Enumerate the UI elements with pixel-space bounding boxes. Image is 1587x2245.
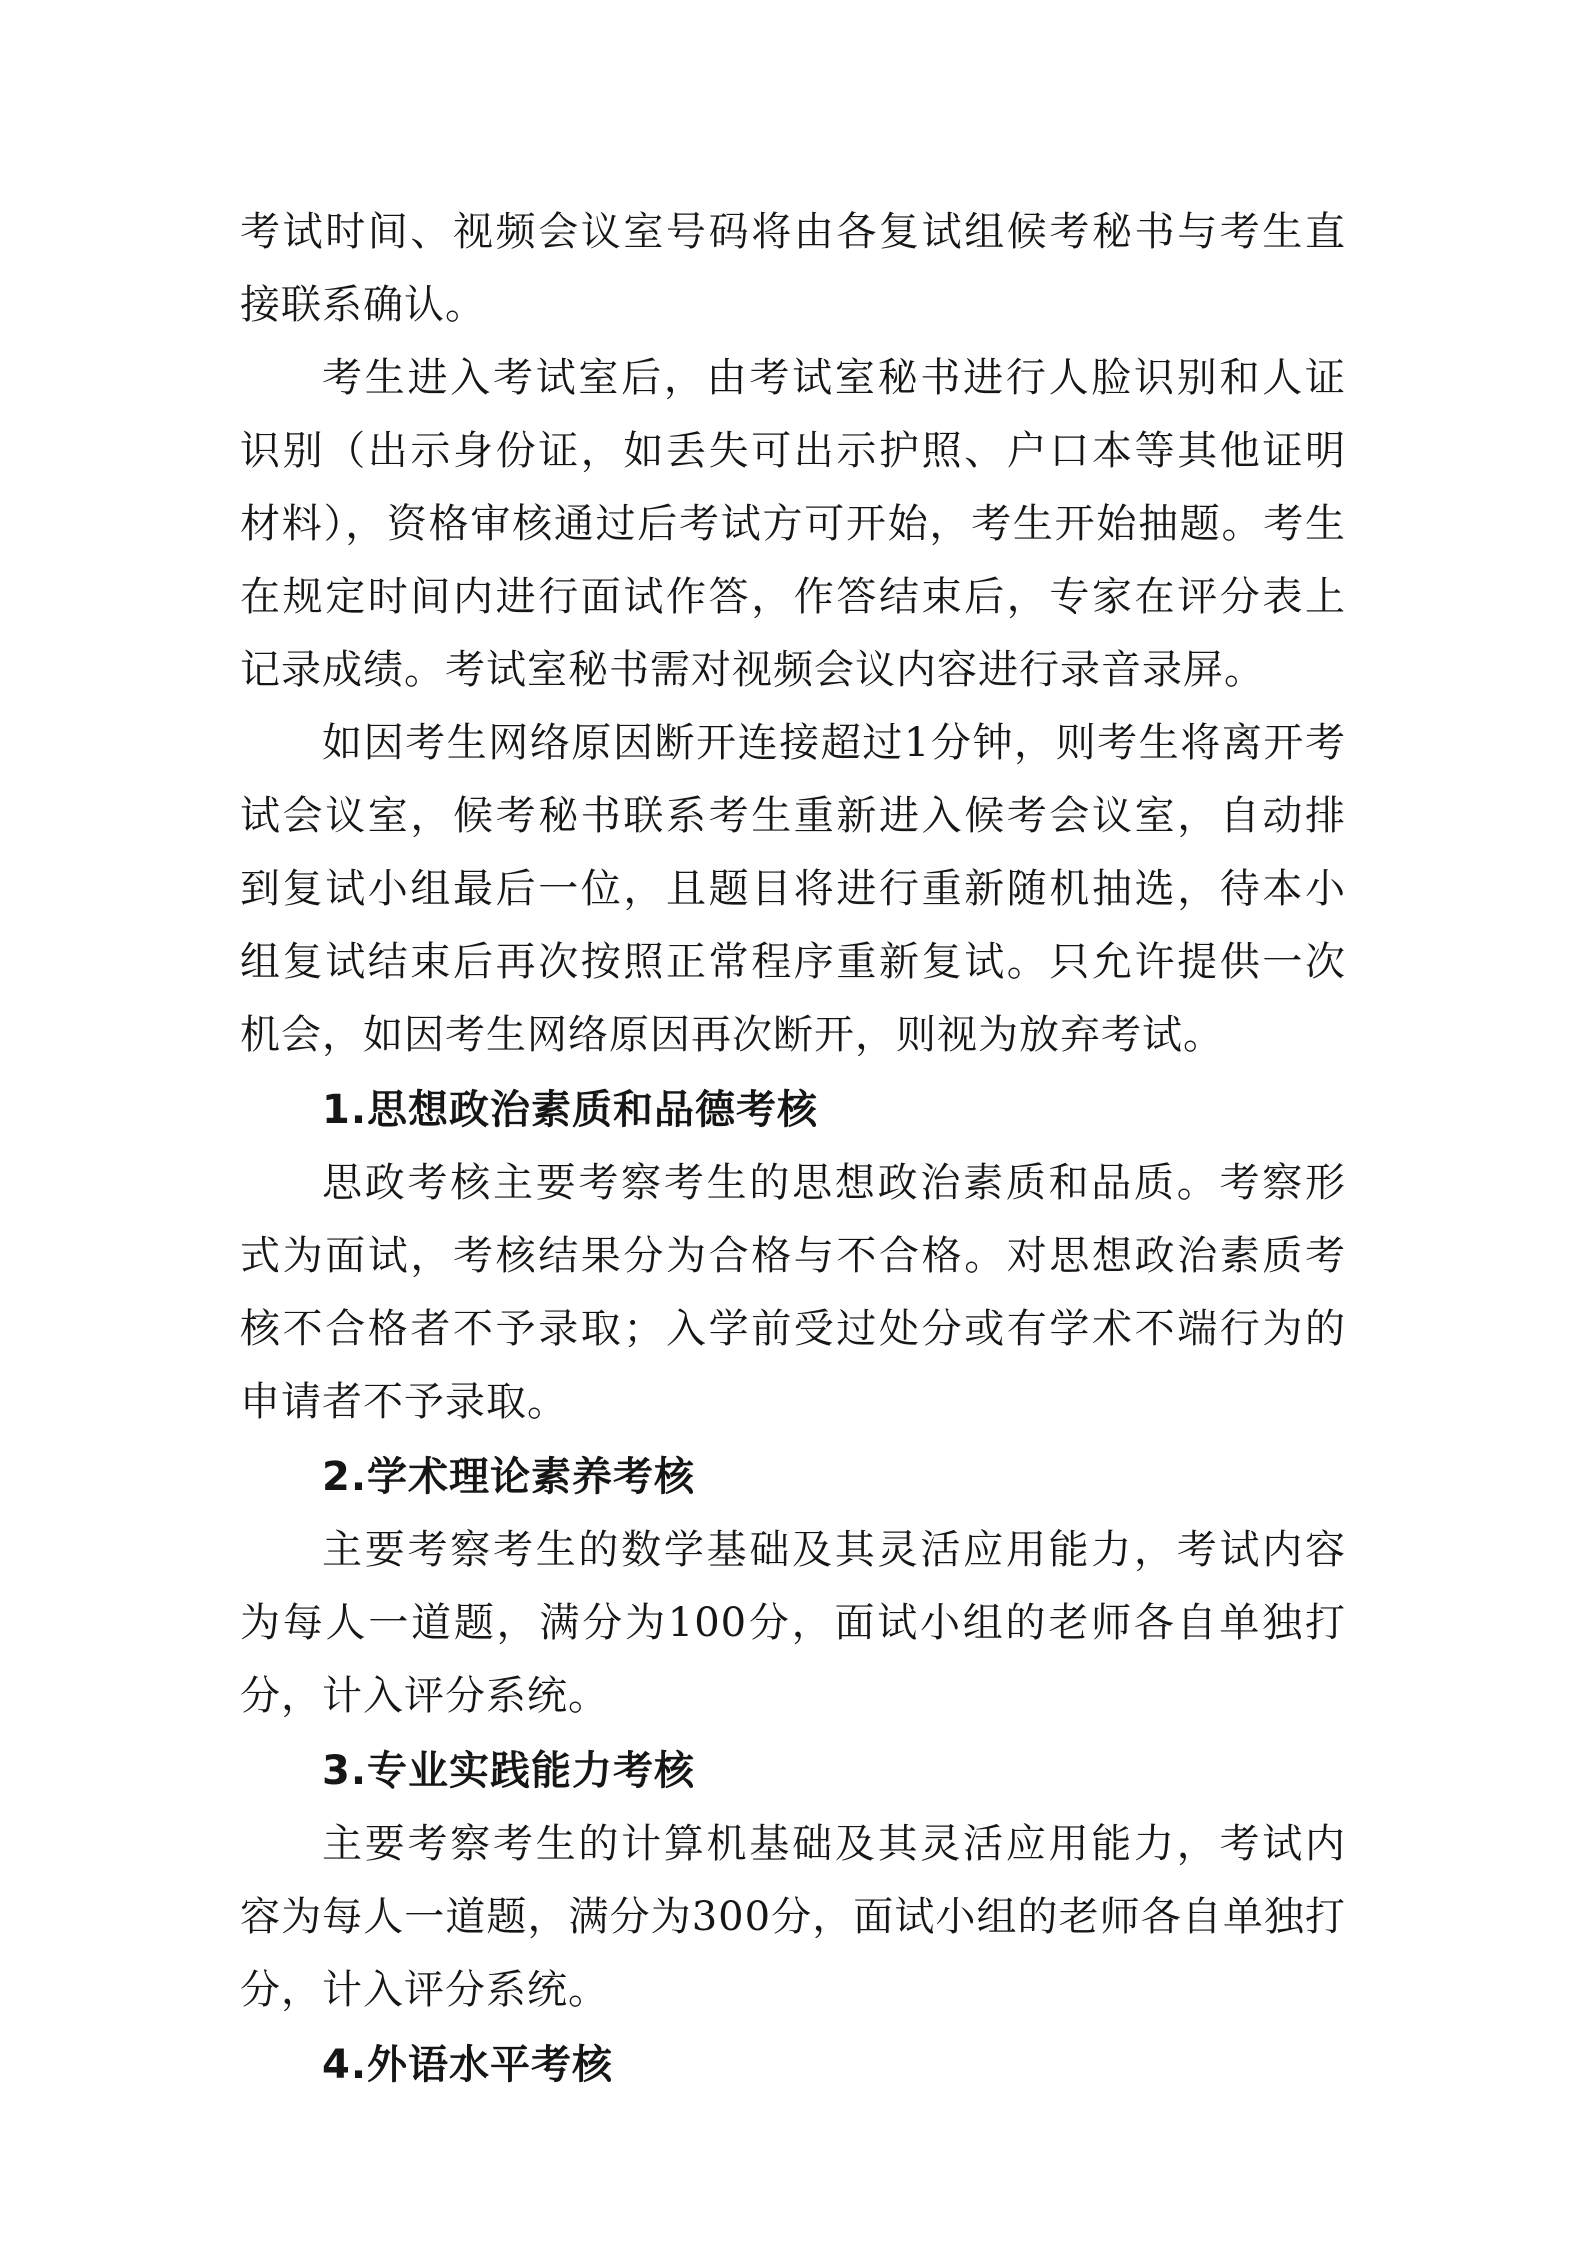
paragraph-political-assessment: 思政考核主要考察考生的思想政治素质和品质。考察形式为面试，考核结果分为合格与不合格。对思想政治素质考核不合格者不予录取；入学前受过处分或有学术不端行为的申请者不予录取。 [240, 1160, 1346, 1425]
paragraph-academic-assessment: 主要考察考生的数学基础及其灵活应用能力，考试内容为每人一道题，满分为100分，面试小组的老师各自单独打分，计入评分系统。 [240, 1527, 1346, 1719]
heading-practice-assessment: 3.专业实践能力考核 [322, 1748, 696, 1794]
paragraph-network-disconnect: 如因考生网络原因断开连接超过1分钟，则考生将离开考试会议室，候考秘书联系考生重新进入候考会议室，自动排到复试小组最后一位，且题目将进行重新随机抽选，待本小组复试结束后再次按照正常程序重新复试。只允许提供一次机会，如因考生网络原因再次断开，则视为放弃考试。 [240, 720, 1346, 1058]
document-body [240, 196, 1346, 2102]
paragraph-exam-time: 考试时间、视频会议室号码将由各复试组候考秘书与考生直接联系确认。 [240, 209, 1346, 328]
heading-political-assessment: 1.思想政治素质和品德考核 [322, 1087, 819, 1133]
paragraph-practice-assessment: 主要考察考生的计算机基础及其灵活应用能力，考试内容为每人一道题，满分为300分，面试小组的老师各自单独打分，计入评分系统。 [240, 1821, 1346, 2013]
heading-academic-assessment: 2.学术理论素养考核 [322, 1454, 696, 1500]
paragraph-identity-check: 考生进入考试室后，由考试室秘书进行人脸识别和人证识别（出示身份证，如丢失可出示护照、户口本等其他证明材料），资格审核通过后考试方可开始，考生开始抽题。考生在规定时间内进行面试作答，作答结束后，专家在评分表上记录成绩。考试室秘书需对视频会议内容进行录音录屏。 [240, 355, 1346, 693]
heading-language-assessment: 4.外语水平考核 [322, 2042, 614, 2088]
